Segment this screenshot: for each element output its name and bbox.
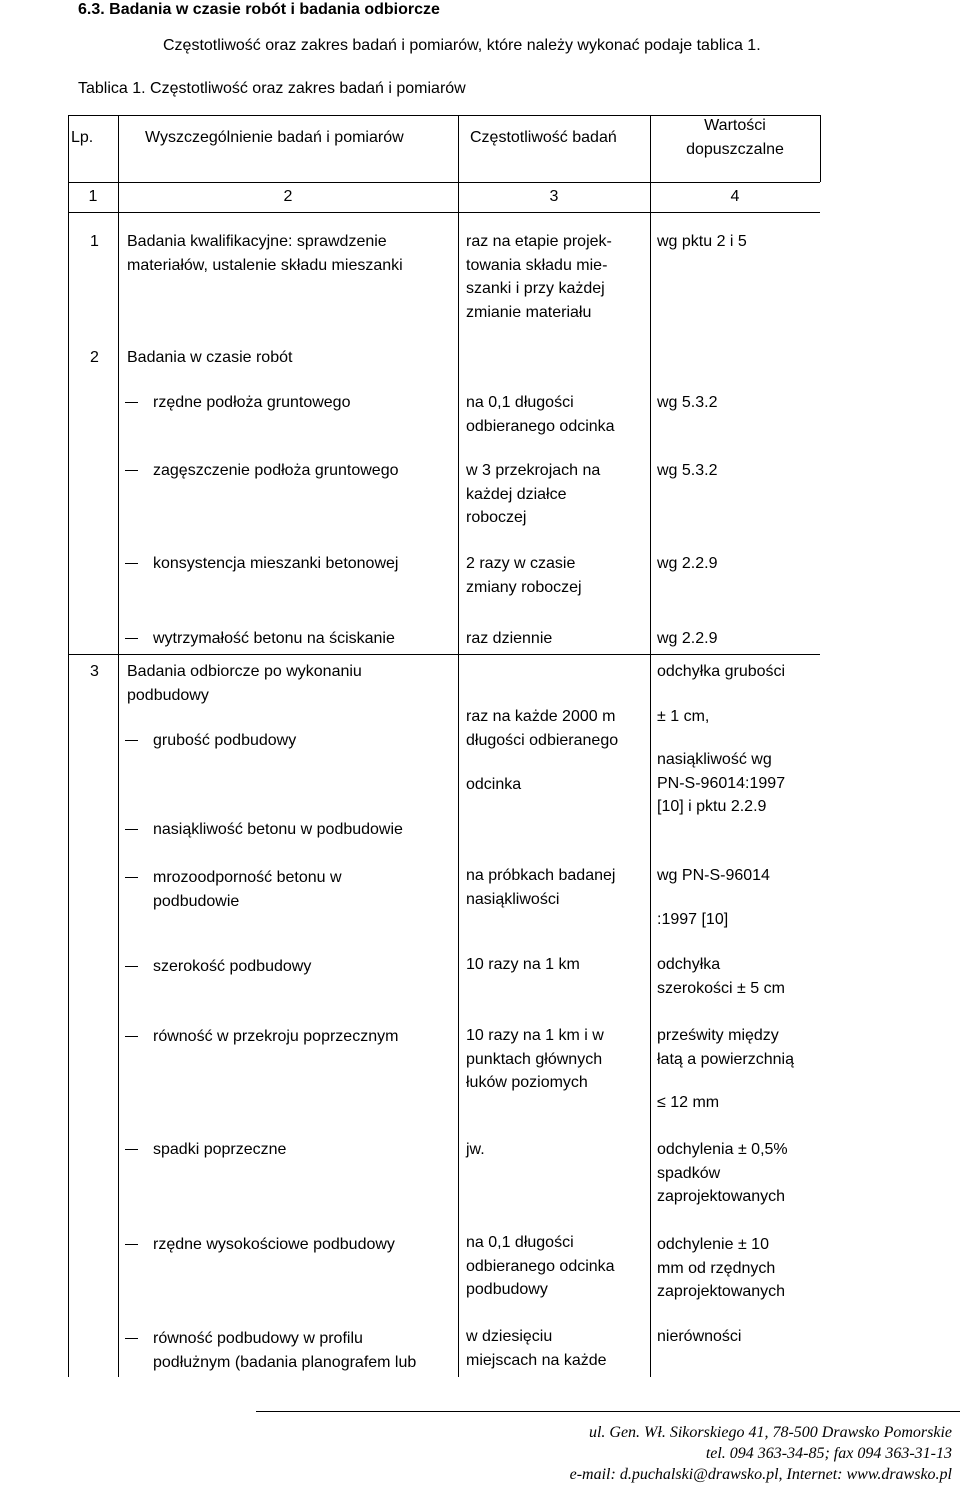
row-vals: odchylenia ± 0,5% spadków zaprojektowanych	[657, 1141, 788, 1205]
row-freq-cont: odcinka	[466, 776, 522, 793]
row-spec: równość podbudowy w profilu podłużnym (badania planografem lub	[153, 1330, 417, 1371]
row-vals-absorption: nasiąkliwość wg PN-S-96014:1997 [10] i pktu 2.2.9	[657, 751, 786, 815]
col-divider-2	[458, 115, 459, 1377]
row-freq: na 0,1 długości odbieranego odcinka	[466, 394, 615, 435]
row-freq: na 0,1 długości odbieranego odcinka podbudowy	[466, 1234, 615, 1298]
dash-bullet	[125, 563, 138, 564]
row-lp: 1	[90, 233, 99, 250]
row-spec: szerokość podbudowy	[153, 958, 312, 975]
row-spec-item: nasiąkliwość betonu w podbudowie	[153, 821, 403, 838]
dash-bullet	[125, 638, 138, 639]
row-spec: konsystencja mieszanki betonowej	[153, 555, 399, 572]
row-divider	[68, 654, 820, 655]
row-vals: wg PN-S-96014	[657, 867, 770, 884]
header-spec: Wyszczególnienie badań i pomiarów	[145, 129, 404, 146]
dash-bullet	[125, 740, 138, 741]
row-spec-item: grubość podbudowy	[153, 732, 297, 749]
col-divider-1	[118, 115, 119, 1377]
footer-contact: e-mail: d.puchalski@drawsko.pl, Internet: www.drawsko.pl	[569, 1466, 952, 1483]
col-number-1: 1	[88, 188, 98, 205]
row-vals: wg 2.2.9	[657, 630, 718, 647]
row-spec: Badania odbiorcze po wykonaniu podbudowy	[127, 663, 362, 704]
row-freq: 2 razy w czasie zmiany roboczej	[466, 555, 582, 596]
row-spec: Badania kwalifikacyjne: sprawdzenie materiałów, ustalenie składu mieszanki	[127, 233, 403, 274]
row-vals: wg 5.3.2	[657, 462, 718, 479]
header-freq: Częstotliwość badań	[470, 129, 617, 146]
row-spec: rzędne wysokościowe podbudowy	[153, 1236, 395, 1253]
dash-bullet	[125, 470, 138, 471]
row-spec: Badania w czasie robót	[127, 349, 293, 366]
footer-phone: tel. 094 363-34-85; fax 094 363-31-13	[705, 1445, 952, 1462]
row-vals: odchyłka grubości	[657, 663, 786, 680]
row-vals: odchyłka szerokości ± 5 cm	[657, 956, 785, 997]
row-vals-cont: :1997 [10]	[657, 911, 729, 928]
row-lp: 3	[90, 663, 99, 680]
row-vals: wg pktu 2 i 5	[657, 233, 747, 250]
header-divider	[68, 182, 820, 183]
row-vals: wg 5.3.2	[657, 394, 718, 411]
row-spec: rzędne podłoża gruntowego	[153, 394, 351, 411]
section-title: 6.3. Badania w czasie robót i badania odbiorcze	[78, 1, 440, 18]
row-spec: wytrzymałość betonu na ściskanie	[153, 630, 395, 647]
dash-bullet	[125, 1338, 138, 1339]
row-freq: w 3 przekrojach na każdej działce roboczej	[466, 462, 601, 526]
row-vals-tolerance: ± 1 cm,	[657, 708, 710, 725]
row-lp: 2	[90, 349, 99, 366]
dash-bullet	[125, 1149, 138, 1150]
row-freq: 10 razy na 1 km	[466, 956, 580, 973]
col-number-2: 2	[283, 188, 293, 205]
dash-bullet	[125, 966, 138, 967]
row-vals: odchylenie ± 10 mm od rzędnych zaprojektowanych	[657, 1236, 786, 1300]
footer-address: ul. Gen. Wł. Sikorskiego 41, 78-500 Drawsko Pomorskie	[588, 1424, 952, 1441]
row-spec: zagęszczenie podłoża gruntowego	[153, 462, 399, 479]
table-left-border	[68, 115, 69, 1377]
dash-bullet	[125, 877, 138, 878]
dash-bullet	[125, 829, 138, 830]
number-row-divider	[68, 212, 820, 213]
row-freq: raz na każde 2000 m długości odbieranego	[466, 708, 619, 749]
col-divider-3	[650, 115, 651, 1377]
row-freq: na próbkach badanej nasiąkliwości	[466, 867, 616, 908]
row-freq: 10 razy na 1 km i w punktach głównych łuków poziomych	[466, 1027, 604, 1091]
row-spec: spadki poprzeczne	[153, 1141, 287, 1158]
row-spec: mrozoodporność betonu w podbudowie	[153, 869, 342, 910]
row-freq: jw.	[466, 1141, 485, 1158]
row-freq: w dziesięciu miejscach na każde	[466, 1328, 607, 1369]
dash-bullet	[125, 402, 138, 403]
row-freq: raz na etapie projek- towania składu mie- szanki i przy każdej zmianie materiału	[466, 233, 612, 321]
header-vals: Wartości dopuszczalne	[686, 117, 784, 158]
table-right-border	[820, 115, 821, 182]
col-number-4: 4	[730, 188, 740, 205]
row-freq: raz dziennie	[466, 630, 553, 647]
row-vals: nierówności	[657, 1328, 742, 1345]
footer-divider	[256, 1411, 960, 1412]
header-lp: Lp.	[71, 129, 94, 146]
dash-bullet	[125, 1036, 138, 1037]
section-intro: Częstotliwość oraz zakres badań i pomiarów, które należy wykonać podaje tablica 1.	[163, 37, 761, 54]
row-vals: prześwity między łatą a powierzchnią	[657, 1027, 794, 1068]
table-caption: Tablica 1. Częstotliwość oraz zakres badań i pomiarów	[78, 80, 466, 97]
row-vals-limit: ≤ 12 mm	[657, 1094, 720, 1111]
dash-bullet	[125, 1244, 138, 1245]
row-vals: wg 2.2.9	[657, 555, 718, 572]
row-spec: równość w przekroju poprzecznym	[153, 1028, 399, 1045]
col-number-3: 3	[549, 188, 559, 205]
